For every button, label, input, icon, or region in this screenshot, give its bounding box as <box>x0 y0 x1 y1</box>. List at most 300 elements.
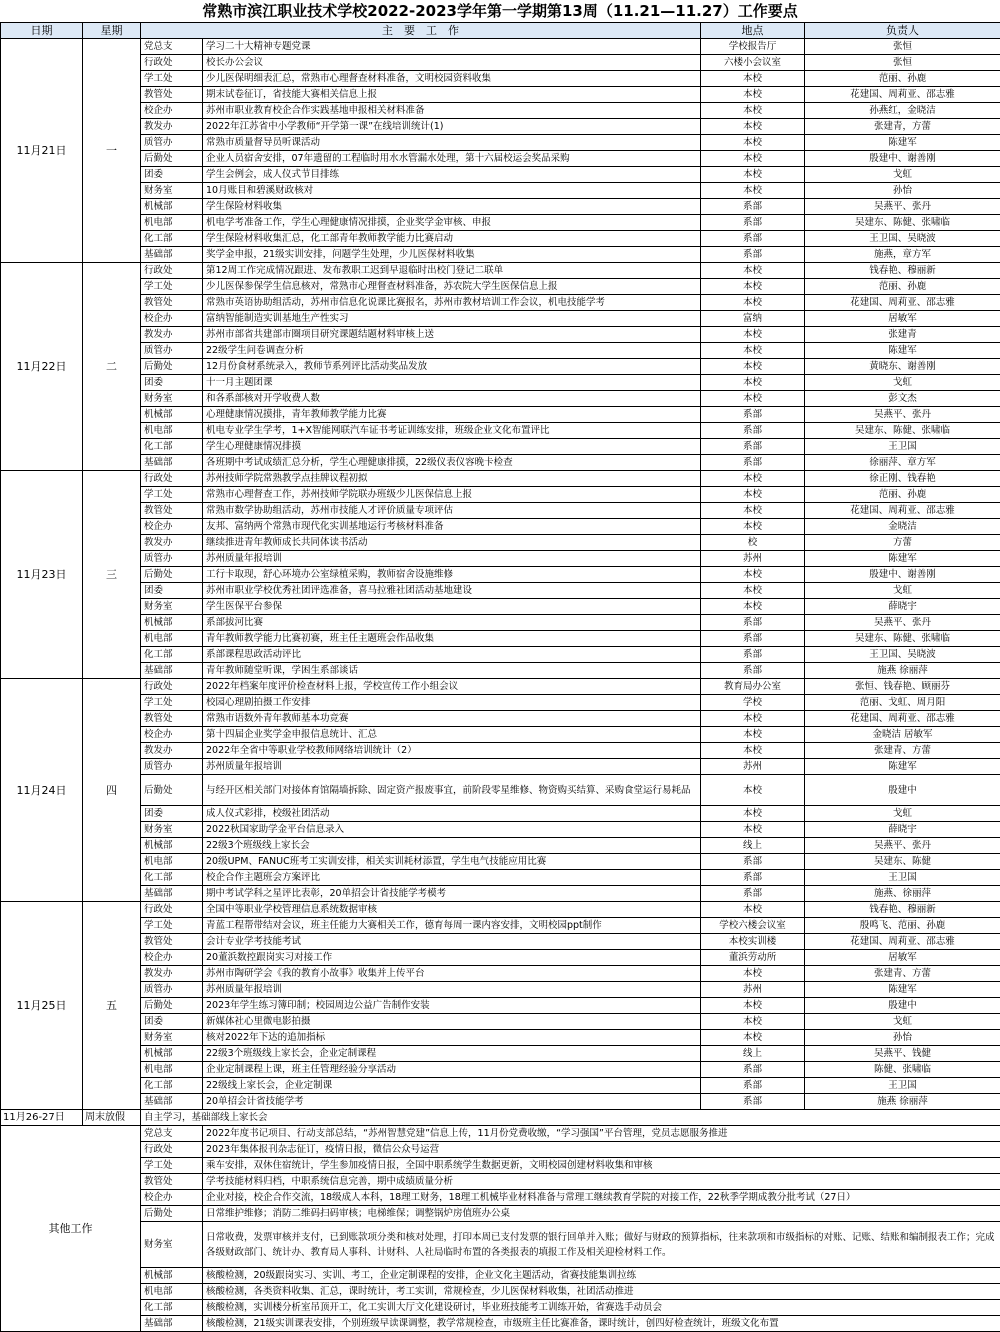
work-cell: 少儿医保明细表汇总，常熟市心理督查材料准备，文明校园资料收集 <box>203 71 701 87</box>
person-cell: 王卫国 <box>805 439 1000 455</box>
work-cell: 校企合作主题班会方案评比 <box>203 870 701 886</box>
place-cell: 本校 <box>701 567 805 583</box>
place-cell: 本校 <box>701 391 805 407</box>
place-cell: 富纳 <box>701 311 805 327</box>
work-cell: 20单招会计省技能学考 <box>203 1094 701 1110</box>
place-cell: 系部 <box>701 854 805 870</box>
day-date: 11月22日 <box>1 263 83 471</box>
dept-cell: 后勤处 <box>141 998 203 1014</box>
dept-cell: 机电部 <box>141 215 203 231</box>
table-row <box>1 1046 1000 1062</box>
dept-cell: 教管处 <box>141 295 203 311</box>
place-cell: 系部 <box>701 455 805 471</box>
table-row <box>1 55 1000 71</box>
dept-cell: 校企办 <box>141 1190 203 1206</box>
person-cell: 花建国、周莉亚、邵志雅 <box>805 295 1000 311</box>
other-work-cell: 核酸检测，20级跟岗实习、实训、考工，企业定制课程的安排，企业文化主题活动，省赛技能集训拉练 <box>203 1268 1000 1284</box>
place-cell: 系部 <box>701 439 805 455</box>
work-cell: 青年教师教学能力比赛初赛，班主任主题班会作品收集 <box>203 631 701 647</box>
person-cell: 陈建军 <box>805 759 1000 775</box>
work-cell: 22级学生问卷调查分析 <box>203 343 701 359</box>
person-cell: 金晓洁 居敏军 <box>805 727 1000 743</box>
table-row <box>1 87 1000 103</box>
person-cell: 黄晓东、谢善刚 <box>805 359 1000 375</box>
work-cell: 22级3个班级线上家长会，企业定制课程 <box>203 1046 701 1062</box>
place-cell: 学校六楼会议室 <box>701 918 805 934</box>
place-cell: 本校 <box>701 822 805 838</box>
person-cell: 张建青，方蕾 <box>805 119 1000 135</box>
dept-cell: 化工部 <box>141 870 203 886</box>
place-cell: 本校 <box>701 487 805 503</box>
table-row <box>1 838 1000 854</box>
dept-cell: 教管处 <box>141 503 203 519</box>
person-cell: 陈建军 <box>805 135 1000 151</box>
place-cell: 本校 <box>701 471 805 487</box>
work-cell: 与经开区相关部门对接体育馆隔墙拆除、固定资产报废事宜，前阶段零星维修、物资购买结算、采购食堂运行易耗品 <box>203 775 701 806</box>
work-cell: 学生心理健康情况排摸 <box>203 439 701 455</box>
day-date: 11月25日 <box>1 902 83 1110</box>
table-row <box>1 982 1000 998</box>
work-cell: 12月份食材系统录入，教师节系列评比活动奖品发放 <box>203 359 701 375</box>
work-cell: 常熟市英语协助组活动，苏州市信息化说课比赛报名，苏州市教材培训工作会议，机电技能学考 <box>203 295 701 311</box>
header-date: 日期 <box>1 23 83 39</box>
work-cell: 青年教师随堂听课，学困生系部谈话 <box>203 663 701 679</box>
dept-cell: 学工处 <box>141 695 203 711</box>
table-row <box>1 695 1000 711</box>
work-cell: 常熟市心理督查工作，苏州技师学院联办班级少儿医保信息上报 <box>203 487 701 503</box>
work-cell: 常熟市数学协助组活动，苏州市技能人才评价质量专项评估 <box>203 503 701 519</box>
work-cell: 机电专业学生学考，1+X智能网联汽车证书考证训练安排，班级企业文化布置评比 <box>203 423 701 439</box>
dept-cell: 校企办 <box>141 950 203 966</box>
work-cell: 苏州市陶研学会《我的教育小故事》收集并上传平台 <box>203 966 701 982</box>
dept-cell: 机械部 <box>141 407 203 423</box>
work-cell: 会计专业学考技能考试 <box>203 934 701 950</box>
work-cell: 22级3个班级线上家长会 <box>203 838 701 854</box>
dept-cell: 教管处 <box>141 1174 203 1190</box>
person-cell: 张建青、方蕾 <box>805 743 1000 759</box>
place-cell: 系部 <box>701 231 805 247</box>
holiday-date: 11月26-27日 <box>1 1110 83 1126</box>
place-cell: 线上 <box>701 1046 805 1062</box>
other-work-cell: 乘车安排，双休住宿统计，学生参加疫情日报，全国中职系统学生数据更新，文明校园创建材料收集和审核 <box>203 1158 1000 1174</box>
table-row <box>1 439 1000 455</box>
place-cell: 本校 <box>701 167 805 183</box>
table-row <box>1 615 1000 631</box>
table-row <box>1 886 1000 902</box>
table-row <box>1 1030 1000 1046</box>
work-cell: 少儿医保参保学生信息核对，常熟市心理督查材料准备，苏农院大学生医保信息上报 <box>203 279 701 295</box>
person-cell: 陈建军 <box>805 343 1000 359</box>
work-cell: 2022年档案年度评价检查材料上报，学校宣传工作小组会议 <box>203 679 701 695</box>
place-cell: 系部 <box>701 1062 805 1078</box>
person-cell: 殷建中 <box>805 775 1000 806</box>
place-cell: 本校 <box>701 183 805 199</box>
day-date: 11月23日 <box>1 471 83 679</box>
table-row <box>1 759 1000 775</box>
place-cell: 本校 <box>701 775 805 806</box>
table-row <box>1 727 1000 743</box>
person-cell: 戈虹 <box>805 583 1000 599</box>
place-cell: 本校 <box>701 295 805 311</box>
work-cell: 系部拔河比赛 <box>203 615 701 631</box>
place-cell: 本校 <box>701 583 805 599</box>
table-row <box>1 39 1000 55</box>
person-cell: 金晓洁 <box>805 519 1000 535</box>
person-cell: 吴建东、陈健、张啸临 <box>805 423 1000 439</box>
dept-cell: 基础部 <box>141 455 203 471</box>
dept-cell: 机械部 <box>141 615 203 631</box>
place-cell: 本校 <box>701 103 805 119</box>
work-cell: 期末试卷征订，省技能大赛相关信息上报 <box>203 87 701 103</box>
dept-cell: 财务室 <box>141 1030 203 1046</box>
work-cell: 工行卡取现，舒心环境办公室绿植采购，教师宿舍设施维修 <box>203 567 701 583</box>
person-cell: 范丽、孙鹿 <box>805 71 1000 87</box>
work-cell: 苏州市职业学校优秀社团评选准备，喜马拉雅社团活动基地建设 <box>203 583 701 599</box>
place-cell: 系部 <box>701 407 805 423</box>
work-cell: 核对2022年下达的追加指标 <box>203 1030 701 1046</box>
other-work-cell: 核酸检测，实训楼分析室吊顶开工，化工实训大厅文化建设研讨，毕业班技能考工训练开始，省赛选手动员会 <box>203 1300 1000 1316</box>
place-cell: 系部 <box>701 663 805 679</box>
other-work-cell: 核酸检测，21级实训课表安排，个别班级早读课调整，教学常规检查，市级班主任比赛准备，课时统计，创四好检查统计，班级文化布置 <box>203 1316 1000 1332</box>
table-row <box>1 902 1000 918</box>
place-cell: 本校 <box>701 998 805 1014</box>
table-row <box>1 599 1000 615</box>
place-cell: 本校 <box>701 327 805 343</box>
place-cell: 系部 <box>701 215 805 231</box>
table-row <box>1 199 1000 215</box>
place-cell: 系部 <box>701 631 805 647</box>
place-cell: 本校 <box>701 279 805 295</box>
person-cell: 戈虹 <box>805 167 1000 183</box>
place-cell: 本校 <box>701 503 805 519</box>
dept-cell: 行政处 <box>141 471 203 487</box>
dept-cell: 教发办 <box>141 327 203 343</box>
person-cell: 花建国、周莉亚、邵志雅 <box>805 711 1000 727</box>
dept-cell: 质管办 <box>141 343 203 359</box>
other-row <box>1 1126 1000 1142</box>
dept-cell: 学工处 <box>141 279 203 295</box>
person-cell: 吴燕平、张丹 <box>805 199 1000 215</box>
dept-cell: 机械部 <box>141 199 203 215</box>
place-cell: 系部 <box>701 870 805 886</box>
person-cell: 殷建中、谢善刚 <box>805 151 1000 167</box>
place-cell: 系部 <box>701 886 805 902</box>
table-row <box>1 151 1000 167</box>
person-cell: 范丽、孙鹿 <box>805 487 1000 503</box>
work-cell: 第12周工作完成情况跟进、发布教职工迟到早退临时出校门登记二联单 <box>203 263 701 279</box>
dept-cell: 基础部 <box>141 886 203 902</box>
table-row <box>1 311 1000 327</box>
table-row <box>1 183 1000 199</box>
table-row <box>1 263 1000 279</box>
place-cell: 苏州 <box>701 982 805 998</box>
work-cell: 学生保险材料收集汇总，化工部青年教师教学能力比赛启动 <box>203 231 701 247</box>
person-cell: 吴燕平、张丹 <box>805 838 1000 854</box>
dept-cell: 财务室 <box>141 1222 203 1268</box>
person-cell: 王卫国、吴晓波 <box>805 647 1000 663</box>
table-row <box>1 391 1000 407</box>
table-row <box>1 231 1000 247</box>
day-weekday: 三 <box>83 471 141 679</box>
place-cell: 校 <box>701 535 805 551</box>
work-cell: 企业人员宿舍安排，07年遗留的工程临时用水水管漏水处理，第十六届校运会奖品采购 <box>203 151 701 167</box>
dept-cell: 财务室 <box>141 391 203 407</box>
other-row <box>1 1222 1000 1268</box>
person-cell: 吴建东、陈健、张啸临 <box>805 215 1000 231</box>
dept-cell: 机电部 <box>141 1062 203 1078</box>
table-row <box>1 663 1000 679</box>
work-cell: 十一月主题团课 <box>203 375 701 391</box>
table-row <box>1 167 1000 183</box>
place-cell: 本校 <box>701 375 805 391</box>
dept-cell: 党总支 <box>141 39 203 55</box>
dept-cell: 质管办 <box>141 135 203 151</box>
table-row <box>1 998 1000 1014</box>
other-work-cell: 2022年度书记项目、行动支部总结，“苏州智慧党建”信息上传，11月份党费收缴，“学习强国”平台管理，党员志愿服务推进 <box>203 1126 1000 1142</box>
work-cell: 心理健康情况摸排，青年教师教学能力比赛 <box>203 407 701 423</box>
table-row <box>1 918 1000 934</box>
table-row <box>1 743 1000 759</box>
dept-cell: 教发办 <box>141 966 203 982</box>
place-cell: 苏州 <box>701 759 805 775</box>
place-cell: 系部 <box>701 615 805 631</box>
place-cell: 本校 <box>701 727 805 743</box>
place-cell: 系部 <box>701 1078 805 1094</box>
dept-cell: 后勤处 <box>141 1206 203 1222</box>
dept-cell: 化工部 <box>141 231 203 247</box>
dept-cell: 质管办 <box>141 759 203 775</box>
table-row <box>1 822 1000 838</box>
table-row <box>1 535 1000 551</box>
person-cell: 花建国、周莉亚、邵志雅 <box>805 87 1000 103</box>
dept-cell: 行政处 <box>141 679 203 695</box>
dept-cell: 行政处 <box>141 1142 203 1158</box>
dept-cell: 机械部 <box>141 838 203 854</box>
person-cell: 徐正刚、钱春艳 <box>805 471 1000 487</box>
place-cell: 本校 <box>701 902 805 918</box>
other-row <box>1 1142 1000 1158</box>
person-cell: 戈虹 <box>805 1014 1000 1030</box>
header-weekday: 星期 <box>83 23 141 39</box>
dept-cell: 后勤处 <box>141 151 203 167</box>
table-row <box>1 583 1000 599</box>
other-work-cell: 企业对接，校企合作交流，18级成人本科，18理工财务，18理工机械毕业材料准备与常理工继续教育学院的对接工作，22秋季学期成教分批考试（27日） <box>203 1190 1000 1206</box>
person-cell: 彭文杰 <box>805 391 1000 407</box>
dept-cell: 机电部 <box>141 423 203 439</box>
person-cell: 薛晓宇 <box>805 822 1000 838</box>
page-title: 常熟市滨江职业技术学校2022-2023学年第一学期第13周（11.21—11.27）工作要点 <box>0 0 1000 22</box>
work-cell: 和各系部核对开学收费人数 <box>203 391 701 407</box>
work-cell: 校长办公会议 <box>203 55 701 71</box>
person-cell: 钱春艳、穆丽新 <box>805 263 1000 279</box>
day-weekday: 五 <box>83 902 141 1110</box>
dept-cell: 学工处 <box>141 71 203 87</box>
place-cell: 线上 <box>701 838 805 854</box>
dept-cell: 教管处 <box>141 711 203 727</box>
work-cell: 10月账目和碧溪财政核对 <box>203 183 701 199</box>
table-row <box>1 647 1000 663</box>
table-row <box>1 135 1000 151</box>
person-cell: 钱春艳、穆丽新 <box>805 902 1000 918</box>
holiday-work: 自主学习，基础部线上家长会 <box>141 1110 1000 1126</box>
other-work-cell: 核酸检测，各类资料收集、汇总，课时统计，考工实训，常规检查，少儿医保材料收集，社团活动推进 <box>203 1284 1000 1300</box>
person-cell: 陈健、张啸临 <box>805 1062 1000 1078</box>
table-row <box>1 503 1000 519</box>
person-cell: 孙怡 <box>805 183 1000 199</box>
work-cell: 第十四届企业奖学金申报信息统计、汇总 <box>203 727 701 743</box>
dept-cell: 质管办 <box>141 982 203 998</box>
person-cell: 施燕 徐丽萍 <box>805 1094 1000 1110</box>
place-cell: 本校 <box>701 263 805 279</box>
dept-cell: 财务室 <box>141 822 203 838</box>
dept-cell: 教发办 <box>141 535 203 551</box>
work-cell: 继续推进青年教师成长共同体读书活动 <box>203 535 701 551</box>
other-row <box>1 1206 1000 1222</box>
dept-cell: 学工处 <box>141 918 203 934</box>
dept-cell: 校企办 <box>141 519 203 535</box>
work-cell: 20董浜数控跟岗实习对接工作 <box>203 950 701 966</box>
table-row <box>1 934 1000 950</box>
work-cell: 22级线上家长会，企业定制课 <box>203 1078 701 1094</box>
dept-cell: 教发办 <box>141 743 203 759</box>
other-row <box>1 1190 1000 1206</box>
place-cell: 本校 <box>701 519 805 535</box>
person-cell: 张恒 <box>805 39 1000 55</box>
place-cell: 本校实训楼 <box>701 934 805 950</box>
table-row <box>1 103 1000 119</box>
person-cell: 施燕 徐丽萍 <box>805 663 1000 679</box>
day-weekday: 二 <box>83 263 141 471</box>
place-cell: 本校 <box>701 151 805 167</box>
work-cell: 学生保险材料收集 <box>203 199 701 215</box>
work-cell: 苏州市部省共建部市圈项目研究课题结题材料审核上送 <box>203 327 701 343</box>
place-cell: 本校 <box>701 71 805 87</box>
work-cell: 学生会例会，成人仪式节目排练 <box>203 167 701 183</box>
place-cell: 系部 <box>701 1094 805 1110</box>
person-cell: 居敏军 <box>805 311 1000 327</box>
person-cell: 戈虹 <box>805 375 1000 391</box>
work-cell: 2022年江苏省中小学教师“开学第一课”在线培训统计(1) <box>203 119 701 135</box>
other-row <box>1 1268 1000 1284</box>
table-row <box>1 215 1000 231</box>
table-row <box>1 327 1000 343</box>
work-cell: 期中考试学科之星评比表彰，20单招会计省技能学考模考 <box>203 886 701 902</box>
person-cell: 吴建东、陈健 <box>805 854 1000 870</box>
dept-cell: 机电部 <box>141 631 203 647</box>
work-cell: 机电学考准备工作，学生心理健康情况排摸，企业奖学金审核、申报 <box>203 215 701 231</box>
dept-cell: 财务室 <box>141 599 203 615</box>
dept-cell: 教管处 <box>141 87 203 103</box>
work-cell: 学习二十大精神专题党课 <box>203 39 701 55</box>
place-cell: 学校 <box>701 695 805 711</box>
dept-cell: 团委 <box>141 583 203 599</box>
dept-cell: 行政处 <box>141 55 203 71</box>
work-cell: 2022秋国家助学金平台信息录入 <box>203 822 701 838</box>
table-row <box>1 551 1000 567</box>
table-row <box>1 806 1000 822</box>
holiday-label: 周末放假 <box>83 1110 141 1126</box>
place-cell: 本校 <box>701 359 805 375</box>
header-person: 负责人 <box>805 23 1000 39</box>
header-work: 主 要 工 作 <box>141 23 701 39</box>
other-row <box>1 1300 1000 1316</box>
place-cell: 系部 <box>701 247 805 263</box>
place-cell: 本校 <box>701 135 805 151</box>
dept-cell: 基础部 <box>141 1316 203 1332</box>
table-row <box>1 407 1000 423</box>
table-row <box>1 950 1000 966</box>
person-cell: 吴燕平、张丹 <box>805 407 1000 423</box>
day-date: 11月24日 <box>1 679 83 902</box>
table-row <box>1 295 1000 311</box>
person-cell: 张恒、钱春艳、顾丽芬 <box>805 679 1000 695</box>
dept-cell: 学工处 <box>141 1158 203 1174</box>
person-cell: 范丽、孙鹿 <box>805 279 1000 295</box>
dept-cell: 教管处 <box>141 934 203 950</box>
holiday-row <box>1 1110 1000 1126</box>
place-cell: 本校 <box>701 966 805 982</box>
work-cell: 苏州市职业教育校企合作实践基地申报相关材料准备 <box>203 103 701 119</box>
work-cell: 全国中等职业学校管理信息系统数据审核 <box>203 902 701 918</box>
dept-cell: 团委 <box>141 167 203 183</box>
dept-cell: 基础部 <box>141 247 203 263</box>
dept-cell: 机电部 <box>141 1284 203 1300</box>
dept-cell: 机电部 <box>141 854 203 870</box>
dept-cell: 机械部 <box>141 1046 203 1062</box>
dept-cell: 行政处 <box>141 263 203 279</box>
dept-cell: 团委 <box>141 1014 203 1030</box>
table-row <box>1 423 1000 439</box>
place-cell: 系部 <box>701 199 805 215</box>
work-cell: 奖学金申报，21级实训安排，问题学生处理，少儿医保材料收集 <box>203 247 701 263</box>
person-cell: 吴燕平、张丹 <box>805 615 1000 631</box>
person-cell: 方蕾 <box>805 535 1000 551</box>
person-cell: 施燕，章方军 <box>805 247 1000 263</box>
place-cell: 六楼小会议室 <box>701 55 805 71</box>
table-row <box>1 1014 1000 1030</box>
person-cell: 吴燕平、钱健 <box>805 1046 1000 1062</box>
dept-cell: 化工部 <box>141 1078 203 1094</box>
work-cell: 苏州质量年报培训 <box>203 982 701 998</box>
table-row <box>1 711 1000 727</box>
place-cell: 董浜劳动所 <box>701 950 805 966</box>
person-cell: 花建国、周莉亚、邵志雅 <box>805 503 1000 519</box>
table-row <box>1 631 1000 647</box>
dept-cell: 校企办 <box>141 727 203 743</box>
work-cell: 富纳智能制造实训基地生产性实习 <box>203 311 701 327</box>
table-row <box>1 870 1000 886</box>
table-row <box>1 1062 1000 1078</box>
work-cell: 苏州质量年报培训 <box>203 759 701 775</box>
dept-cell: 团委 <box>141 806 203 822</box>
person-cell: 花建国、周莉亚、邵志雅 <box>805 934 1000 950</box>
table-row <box>1 519 1000 535</box>
other-work-cell: 学考技能材料归档，中职系统信息完善，期中成绩质量分析 <box>203 1174 1000 1190</box>
place-cell: 本校 <box>701 599 805 615</box>
person-cell: 张恒 <box>805 55 1000 71</box>
person-cell: 范丽、戈虹、周月阳 <box>805 695 1000 711</box>
dept-cell: 团委 <box>141 375 203 391</box>
dept-cell: 基础部 <box>141 1094 203 1110</box>
place-cell: 本校 <box>701 119 805 135</box>
place-cell: 系部 <box>701 647 805 663</box>
work-cell: 2023年学生练习簿印制；校园周边公益广告制作安装 <box>203 998 701 1014</box>
dept-cell: 质管办 <box>141 551 203 567</box>
work-cell: 常熟市语数外青年教师基本功竞赛 <box>203 711 701 727</box>
person-cell: 施燕、徐丽萍 <box>805 886 1000 902</box>
person-cell: 王卫国 <box>805 1078 1000 1094</box>
place-cell: 系部 <box>701 423 805 439</box>
